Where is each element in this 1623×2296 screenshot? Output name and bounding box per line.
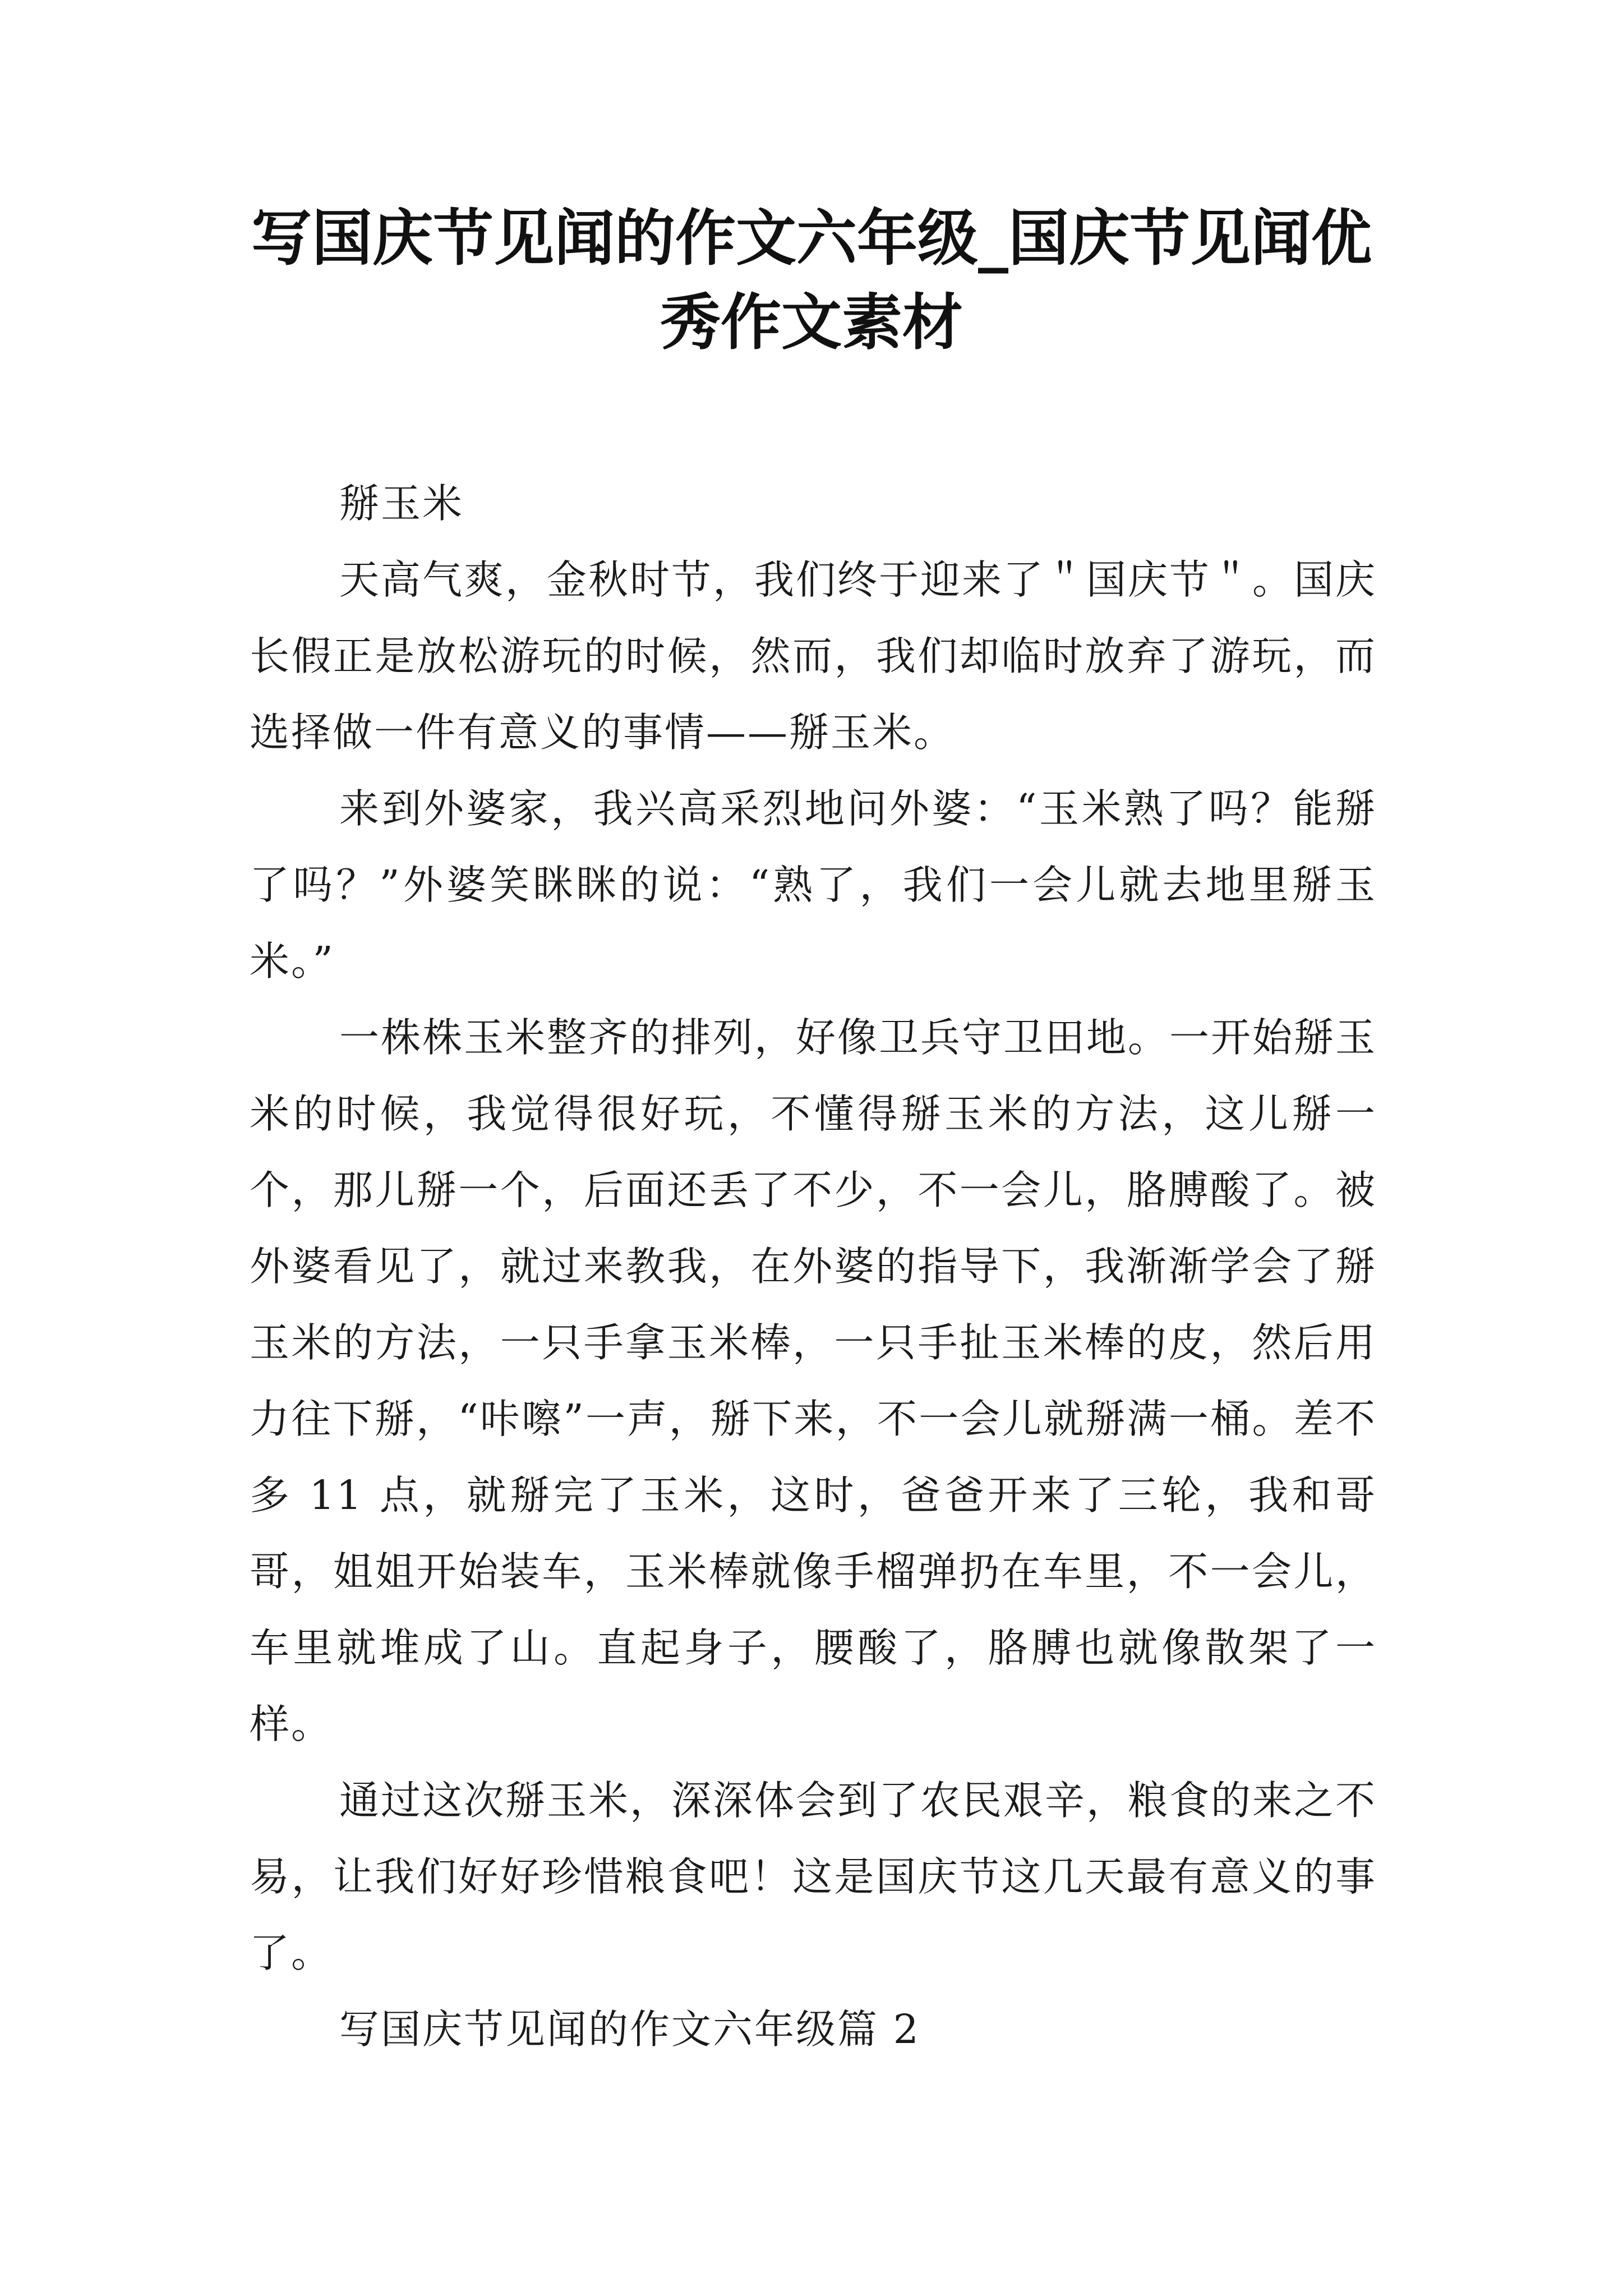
section-heading: 写国庆节见闻的作文六年级篇 2 xyxy=(339,2006,920,2053)
paragraph: 来到外婆家，我兴高采烈地问外婆：“玉米熟了吗？能掰了吗？”外婆笑眯眯的说：“熟了，我们一会儿就去地里掰玉米。” xyxy=(250,785,1377,984)
paragraph: 天高气爽，金秋时节，我们终于迎来了＂国庆节＂。国庆长假正是放松游玩的时候，然而，我们却临时放弃了游玩，而选择做一件有意义的事情——掰玉米。 xyxy=(250,556,1377,756)
section-heading: 掰玉米 xyxy=(339,480,464,527)
paragraph: 一株株玉米整齐的排列，好像卫兵守卫田地。一开始掰玉米的时候，我觉得很好玩，不懂得掰玉米的方法，这儿掰一个，那儿掰一个，后面还丢了不少，不一会儿，胳膊酸了。被外婆看见了，就过来教我，在外婆的指导下，我渐渐学会了掰玉米的方法，一只手拿玉米棒，一只手扯玉米棒的皮，然后用力往下掰，“咔嚓”一声，掰下来，不一会儿就掰满一桶。差不多 11 点，就掰完了玉米，这时，爸爸开来了三轮，我和哥哥，姐姐开始装车，玉米棒就像手榴弹扔在车里，不一会儿，车里就堆成了山。直起身子，腰酸了，胳膊也就像散架了一样。 xyxy=(250,1014,1377,1747)
document-body xyxy=(250,466,1377,2068)
title-line-1: 写国庆节见闻的作文六年级_国庆节见闻优 xyxy=(251,203,1372,274)
document-title xyxy=(213,196,1410,365)
paragraph: 通过这次掰玉米，深深体会到了农民艰辛，粮食的来之不易，让我们好好珍惜粮食吧！这是国庆节这几天最有意义的事了。 xyxy=(250,1777,1377,1976)
title-line-2: 秀作文素材 xyxy=(660,287,963,358)
